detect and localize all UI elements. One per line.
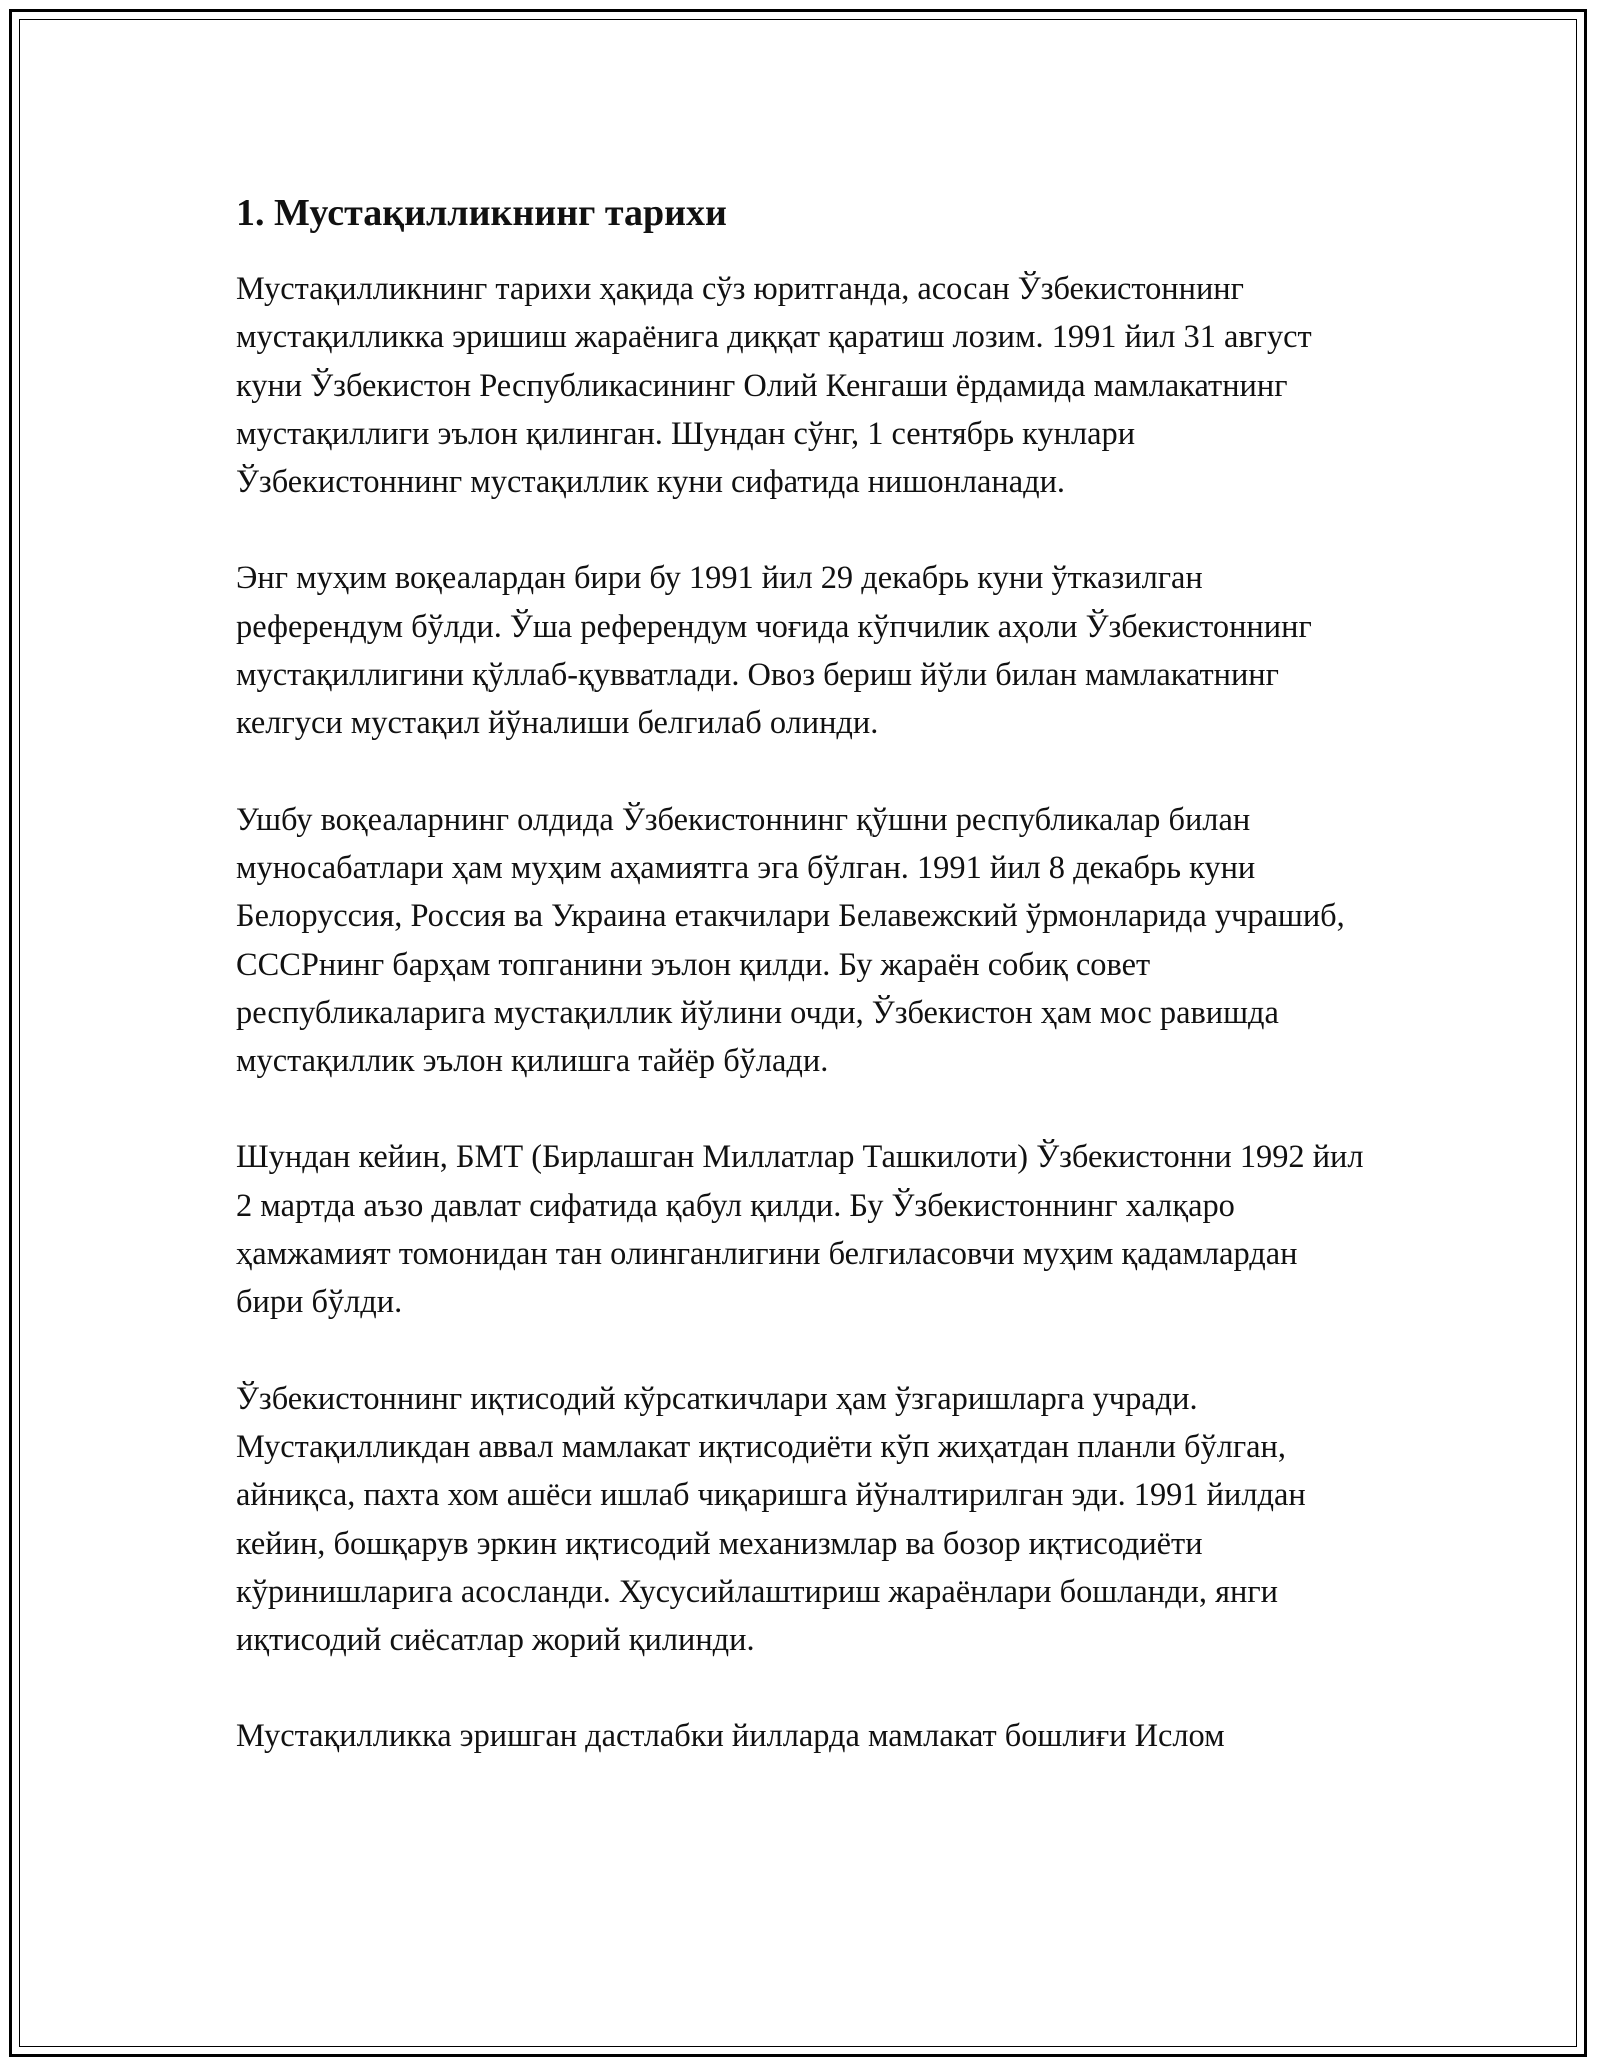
paragraph-1: Мустақилликнинг тарихи ҳақида сўз юритганда, асосан Ўзбекистоннинг мустақилликка эришиш жараёнига диққат қаратиш лозим. 1991 йил 31 август куни Ўзбекистон Республикасининг Олий Кенгаши ёрдамида мамлакатнинг мустақиллиги эълон қилинган. Шундан сўнг, 1 сентябрь кунлари Ўзбекистоннинг мустақиллик куни сифатида нишонланади. [236, 271, 1312, 501]
paragraph-3: Ушбу воқеаларнинг олдида Ўзбекистоннинг қўшни республикалар билан муносабатлари ҳам муҳим аҳамиятга эга бўлган. 1991 йил 8 декабрь куни Белоруссия, Россия ва Украина етакчилари Белавежский ўрмонларида учрашиб, СССРнинг барҳам топганини эълон қилди. Бу жараён собиқ совет республикаларига мустақиллик йўлини очди, Ўзбекистон ҳам мос равишда мустақиллик эълон қилишга тайёр бўлади. [236, 801, 1345, 1080]
paragraph-5: Ўзбекистоннинг иқтисодий кўрсаткичлари ҳам ўзгаришларга учради. Мустақилликдан аввал мамлакат иқтисодиёти кўп жиҳатдан планли бўлган, айниқса, пахта хом ашёси ишлаб чиқаришга йўналтирилган эди. 1991 йилдан кейин, бошқарув эркин иқтисодий механизмлар ва бозор иқтисодиёти кўринишларига асосланди. Хусусийлаштириш жараёнлари бошланди, янги иқтисодий сиёсатлар жорий қилинди. [236, 1380, 1306, 1659]
paragraph-6: Мустақилликка эришган дастлабки йилларда мамлакат бошлиғи Ислом [236, 1718, 1225, 1755]
paragraph-4: Шундан кейин, БМТ (Бирлашган Миллатлар Ташкилоти) Ўзбекистонни 1992 йил 2 мартда аъзо давлат сифатида қабул қилди. Бу Ўзбекистоннинг халқаро ҳамжамият томонидан тан олинганлигини белгиласовчи муҳим қадамлардан бири бўлди. [236, 1139, 1364, 1321]
document-body [236, 185, 1366, 1761]
section-heading: 1. Мустақилликнинг тарихи [236, 192, 727, 234]
paragraph-2: Энг муҳим воқеалардан бири бу 1991 йил 29 декабрь куни ўтказилган референдум бўлди. Ўша референдум чоғида кўпчилик аҳоли Ўзбекистоннинг мустақиллигини қўллаб-қувватлади. Овоз бериш йўли билан мамлакатнинг келгуси мустақил йўналиши белгилаб олинди. [236, 560, 1312, 742]
